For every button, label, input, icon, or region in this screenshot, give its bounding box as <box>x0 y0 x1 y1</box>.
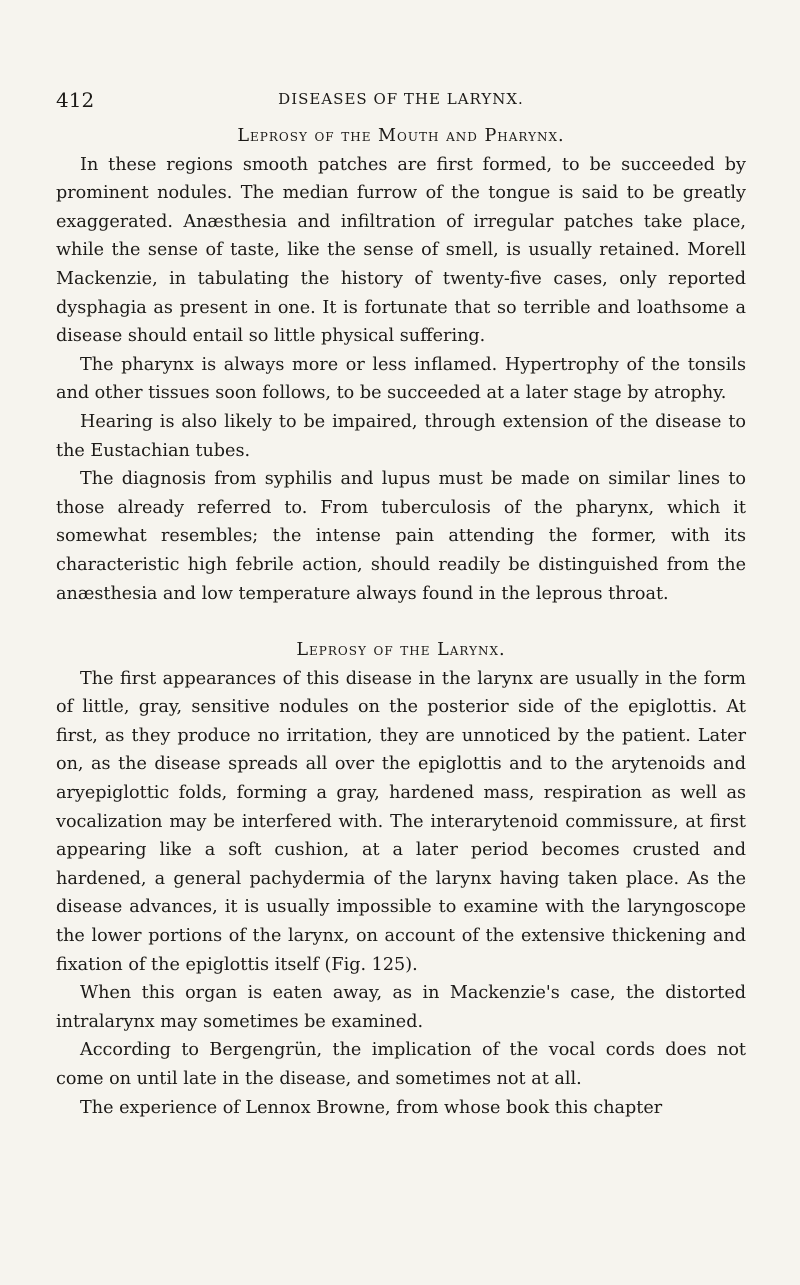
paragraph: The experience of Lennox Browne, from whose book this chapter <box>80 1097 663 1118</box>
body-text <box>56 122 746 1122</box>
paragraph: Hearing is also likely to be impaired, through extension of the disease to the Eustachian tubes. <box>56 411 746 461</box>
paragraph: The diagnosis from syphilis and lupus must be made on similar lines to those already referred to. From tuberculosis of the pharynx, which it somewhat resembles; the intense pain attending the former, with its characteristic high febrile action, should readily be distinguished from the anæsthesia and low temperature always found in the leprous throat. <box>56 469 746 604</box>
section-heading: Leprosy of the Larynx. <box>296 640 506 661</box>
section-heading: Leprosy of the Mouth and Pharynx. <box>237 126 565 146</box>
running-head <box>56 88 746 114</box>
paragraph: The pharynx is always more or less inflamed. Hypertrophy of the tonsils and other tissues soon follows, to be succeeded at a later stage by atrophy. <box>56 354 746 404</box>
running-title: DISEASES OF THE LARYNX. <box>278 90 524 108</box>
paragraph: The first appearances of this disease in the larynx are usually in the form of little, gray, sensitive nodules on the posterior side of the epiglottis. At first, as they produce no irritation, they are unnoticed by the patient. Later on, as the disease spreads all over the epiglottis and to the arytenoids and aryepiglottic folds, forming a gray, hardened mass, respiration as well as vocalization may be interfered with. The interarytenoid commissure, at first appearing like a soft cushion, at a later period becomes crusted and hardened, a general pachydermia of the larynx having taken place. As the disease advances, it is usually impossible to examine with the laryngoscope the lower portions of the larynx, on account of the extensive thickening and fixation of the epiglottis itself (Fig. 125). <box>56 668 746 975</box>
paragraph: According to Bergengrün, the implication of the vocal cords does not come on until late in the disease, and sometimes not at all. <box>56 1040 746 1089</box>
paragraph: When this organ is eaten away, as in Mackenzie's case, the distorted intralarynx may sometimes be examined. <box>56 983 746 1032</box>
page-number: 412 <box>56 88 95 112</box>
paragraph: In these regions smooth patches are first formed, to be succeeded by prominent nodules. The median furrow of the tongue is said to be greatly exaggerated. Anæsthesia and infiltration of irregular patches take place, while the sense of taste, like the sense of smell, is usually retained. Morell Mackenzie, in tabulating the history of twenty-five cases, only reported dysphagia as present in one. It is fortunate that so terrible and loathsome a disease should entail so little physical suffering. <box>56 154 746 347</box>
